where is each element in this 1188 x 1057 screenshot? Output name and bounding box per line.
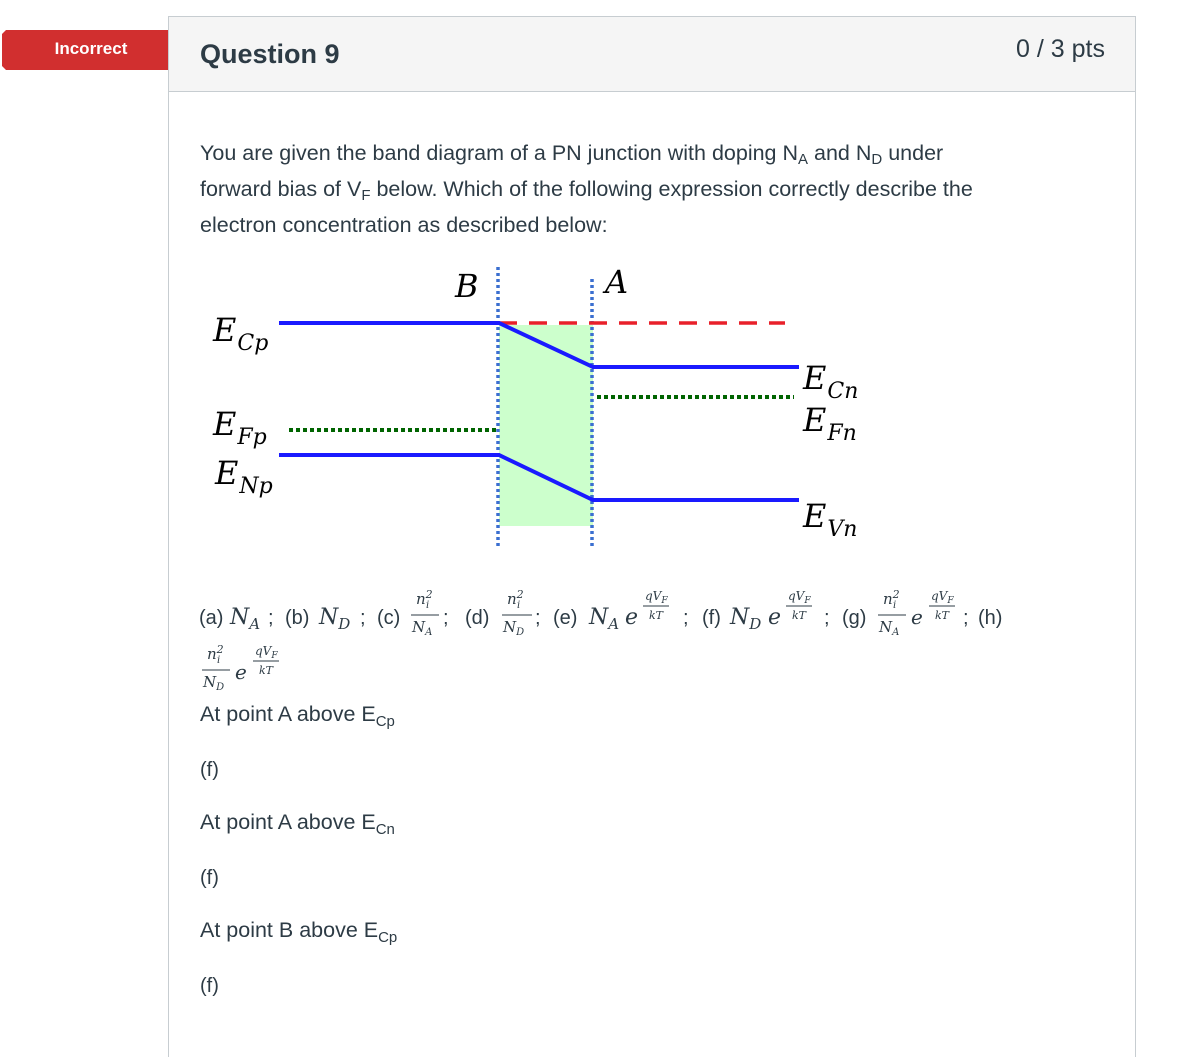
- option-d-expr: [502, 588, 532, 638]
- prompt-sub: A: [798, 151, 809, 168]
- svg-text:qVF: $qV_F$: [788, 589, 811, 606]
- option-c-label: (c): [377, 607, 401, 629]
- label-ecp: $E_{Cp}$: [213, 311, 269, 356]
- question-points: 0 / 3 pts: [1016, 35, 1105, 63]
- label-enp: $E_{Np}$: [215, 454, 273, 499]
- svg-text:NA: $N_A$: [879, 618, 900, 638]
- svg-text:n2: $n^2$: [883, 588, 900, 608]
- option-e-label: (e): [553, 607, 578, 629]
- svg-text:ND: $N_D$: [730, 605, 762, 633]
- part-2-prompt: At point A above $E_{Cn}$: [200, 810, 395, 838]
- svg-text:e: e: [625, 605, 639, 630]
- sep: ;: [824, 607, 830, 629]
- incorrect-label: Incorrect: [54, 39, 128, 58]
- sep: ;: [360, 607, 366, 629]
- question-card: [168, 16, 1136, 1057]
- svg-text:n2: $n^2$: [507, 588, 524, 608]
- option-b-label: (b): [285, 607, 310, 629]
- svg-text:i: i: [517, 600, 521, 611]
- svg-text:kT: kT: [792, 609, 807, 622]
- sep: ;: [963, 607, 969, 629]
- option-h-label: (h): [978, 607, 1003, 629]
- option-h-expr: [202, 643, 279, 693]
- label-a: A: [605, 263, 629, 301]
- label-efn: $E_{Fn}$: [803, 401, 857, 446]
- svg-text:kT: kT: [649, 609, 664, 622]
- svg-text:qVF: $qV_F$: [645, 589, 668, 606]
- sep: ;: [443, 607, 449, 629]
- prompt-sub: D: [871, 151, 883, 168]
- label-ecn: $E_{Cn}$: [803, 359, 859, 404]
- svg-text:qVF: $qV_F$: [255, 644, 278, 661]
- label-b: B: [455, 267, 479, 305]
- option-g-expr: [878, 588, 955, 638]
- question-title: Question 9: [200, 39, 340, 69]
- part-1-answer: (f): [200, 759, 219, 781]
- option-f-expr: [729, 589, 812, 633]
- option-e-expr: [588, 589, 669, 633]
- answer-options: [197, 573, 1097, 703]
- prompt-text: You are given the band diagram of a PN junction with doping N: [200, 141, 799, 165]
- svg-text:e: e: [235, 660, 247, 684]
- prompt-text: forward bias of V: [200, 177, 362, 201]
- option-b-expr: $N_D$: [319, 605, 351, 633]
- option-a-expr: $N_A$: [230, 605, 261, 633]
- svg-text:e: e: [911, 605, 923, 629]
- svg-text:ND: $N_D$: [203, 673, 225, 693]
- svg-text:e: e: [768, 605, 782, 630]
- prompt-text: under: [882, 141, 944, 165]
- svg-text:n2: $n^2$: [207, 643, 224, 663]
- band-diagram: [199, 259, 899, 559]
- question-prompt: [200, 135, 1100, 243]
- part-1-prompt: At point A above $E_{Cp}$: [200, 702, 395, 730]
- option-a-label: (a): [199, 607, 224, 629]
- svg-text:qVF: $qV_F$: [931, 589, 954, 606]
- prompt-text: below. Which of the following expression correctly describe the: [370, 177, 973, 201]
- option-f-label: (f): [702, 607, 721, 629]
- svg-text:n2: $n^2$: [416, 588, 433, 608]
- part-3-prompt: At point B above $E_{Cp}$: [200, 918, 398, 946]
- svg-text:NA: $N_A$: [589, 605, 620, 633]
- option-d-label: (d): [465, 607, 490, 629]
- svg-text:ND: $N_D$: [503, 618, 525, 638]
- label-evn: $E_{Vn}$: [803, 497, 858, 542]
- option-g-label: (g): [842, 607, 867, 629]
- svg-text:NA: $N_A$: [412, 618, 433, 638]
- part-2-answer: (f): [200, 867, 219, 889]
- svg-text:i: i: [893, 600, 897, 611]
- part-3-answer: (f): [200, 975, 219, 997]
- depletion-region: [499, 325, 593, 526]
- incorrect-flag: [2, 30, 192, 70]
- svg-text:kT: kT: [259, 664, 274, 677]
- svg-text:i: i: [426, 600, 430, 611]
- svg-text:kT: kT: [935, 609, 950, 622]
- prompt-sub: F: [361, 187, 371, 204]
- label-efp: $E_{Fp}$: [213, 405, 267, 450]
- question-header: [169, 17, 1135, 92]
- sep: ;: [535, 607, 541, 629]
- prompt-text: and N: [808, 141, 872, 165]
- svg-text:i: i: [217, 655, 221, 666]
- sep: ;: [268, 607, 274, 629]
- sep: ;: [683, 607, 689, 629]
- option-c-expr: [411, 588, 439, 638]
- prompt-text: electron concentration as described below:: [200, 213, 608, 237]
